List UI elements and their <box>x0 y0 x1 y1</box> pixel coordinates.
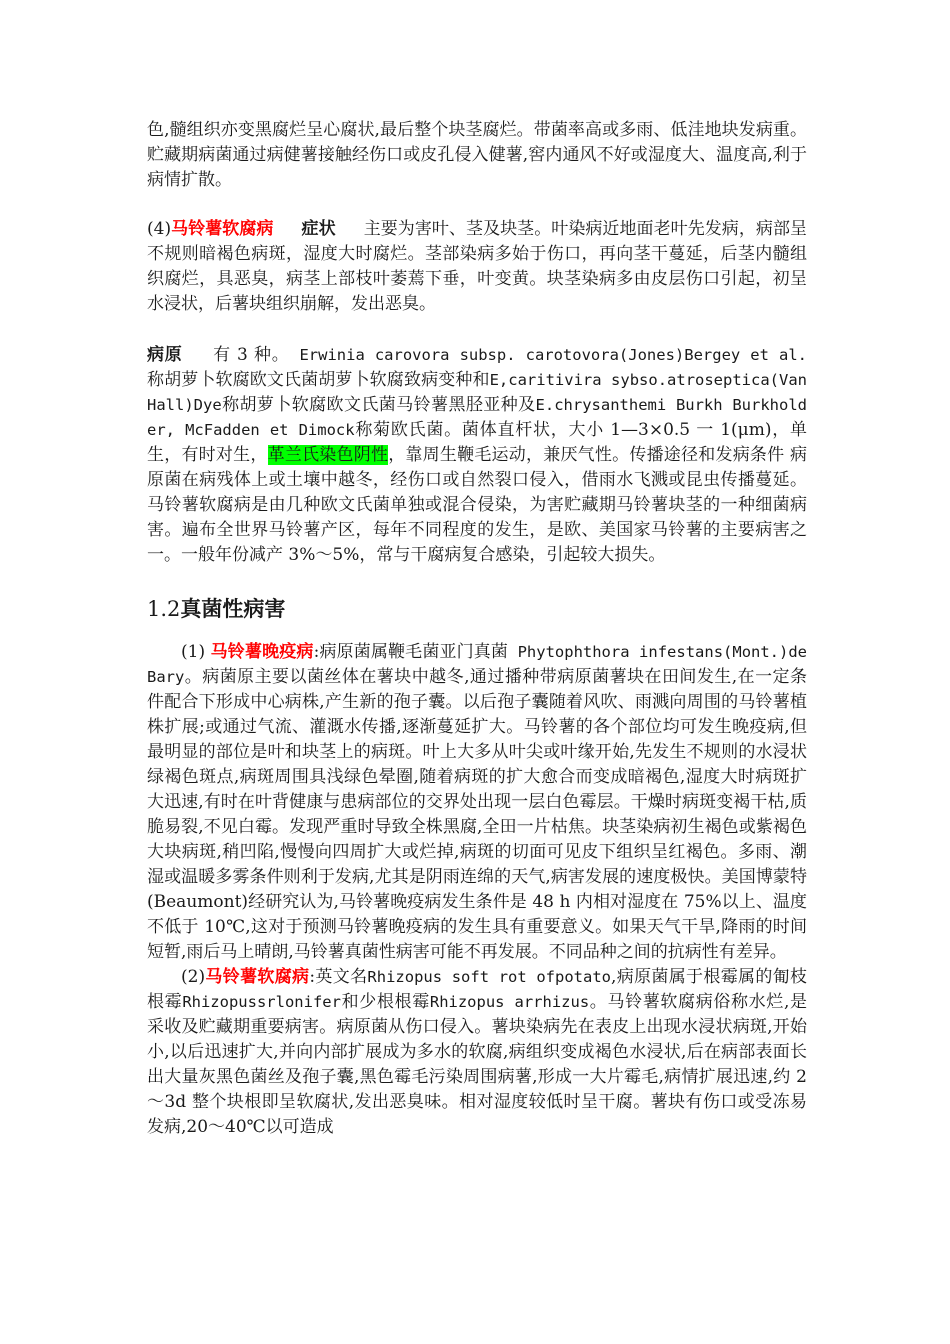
pathogen-latin-c: E.chrysanthemi Burkh Burkholder, McFadden et Dimock <box>147 396 807 439</box>
disease-name-late-blight: 马铃薯晚疫病 <box>210 642 314 662</box>
rhizopus-latin-c: Rhizopus arrhizus <box>429 993 590 1011</box>
paragraph-rhizopus-soft-rot <box>147 965 807 1140</box>
rhizopus-text-a: :英文名 <box>309 967 368 987</box>
paragraph-soft-rot-symptoms <box>147 217 807 317</box>
pathogen-latin-b: E,caritivira sybso.atroseptica(Van Hall)Dye <box>147 371 808 414</box>
disease-name-soft-rot: 马铃薯软腐病 <box>171 219 274 239</box>
label-pathogen: 病原 <box>147 345 183 365</box>
rhizopus-latin-b: Rhizopussrlonifer <box>182 993 341 1011</box>
disease-name-rhizopus-soft-rot: 马铃薯软腐病 <box>205 967 310 987</box>
late-blight-latin: Phytophthora infestans(Mont.)de Bary <box>147 643 808 686</box>
pathogen-text-a: 有 3 种。 <box>212 345 290 365</box>
highlight-gram-negative: 革兰氏染色阴性 <box>267 445 389 465</box>
late-blight-text-a: :病原菌属鞭毛菌亚门真菌 <box>313 642 509 662</box>
section-heading <box>147 594 807 624</box>
section-number: 1.2 <box>147 597 181 621</box>
item-number: (1) <box>181 642 206 662</box>
pathogen-text-b: 称胡萝卜软腐欧文氏菌胡萝卜软腐致病变种和 <box>147 370 490 390</box>
section-title: 真菌性病害 <box>180 597 286 621</box>
label-symptoms: 症状 <box>301 219 336 239</box>
paragraph-late-blight <box>147 640 807 965</box>
paragraph-pathogen <box>147 343 807 568</box>
rhizopus-text-c: 和少根根霉 <box>340 992 430 1012</box>
pathogen-text-c: 称胡萝卜软腐欧文氏菌马铃薯黑胫亚种及 <box>221 395 536 415</box>
rhizopus-text-d: 。马铃薯软腐病俗称水烂,是采收及贮藏期重要病害。病原菌从伤口侵入。薯块染病先在表皮上出现水浸状病斑,开始小,以后迅速扩大,并向内部扩展成为多水的软腐,病组织变成褐色水浸状,后在病部表面长出大量灰黑色菌丝及孢子囊,黑色霉毛污染周围病薯,形成一大片霉毛,病情扩展迅速,约 2～3d 整个块根即呈软腐状,发出恶臭味。相对湿度较低时呈干腐。薯块有伤口或受冻易发病,20～40℃以可造成 <box>147 992 808 1137</box>
paragraph-continuation: 色,髓组织亦变黑腐烂呈心腐状,最后整个块茎腐烂。带菌率高或多雨、低洼地块发病重。贮藏期病菌通过病健薯接触经伤口或皮孔侵入健薯,窖内通风不好或湿度大、温度高,利于病情扩散。 <box>147 120 807 190</box>
late-blight-text-b: 。病菌原主要以菌丝体在薯块中越冬,通过播种带病原菌薯块在田间发生,在一定条件配合下形成中心病株,产生新的孢子囊。以后孢子囊随着风吹、雨溅向周围的马铃薯植株扩展;或通过气流、灌溉水传播,逐渐蔓延扩大。马铃薯的各个部位均可发生晚疫病,但最明显的部位是叶和块茎上的病斑。叶上大多从叶尖或叶缘开始,先发生不规则的水浸状绿褐色斑点,病斑周围具浅绿色晕圈,随着病斑的扩大愈合而变成暗褐色,湿度大时病斑扩大迅速,有时在叶背健康与患病部位的交界处出现一层白色霉层。干燥时病斑变褐干枯,质脆易裂,不见白霉。发现严重时导致全株黑腐,全田一片枯焦。块茎染病初生褐色或紫褐色大块病斑,稍凹陷,慢慢向四周扩大或烂掉,病斑的切面可见皮下组织呈红褐色。多雨、潮湿或温暖多雾条件则利于发病,尤其是阴雨连绵的天气,病害发展的速度极快。美国博蒙特(Beaumont)经研究认为,马铃薯晚疫病发生条件是 48 h 内相对湿度在 75%以上、温度不低于 10℃,这对于预测马铃薯晚疫病的发生具有重要意义。如果天气干旱,降雨的时间短暂,雨后马上晴朗,马铃薯真菌性病害可能不再发展。不同品种之间的抗病性有差异。 <box>147 667 807 962</box>
pathogen-latin-a: Erwinia carovora subsp. carotovora(Jones)Bergey et al. <box>289 346 808 364</box>
pathogen-text-e: ，靠周生鞭毛运动，兼厌气性。传播途径和发病条件 病原菌在病残体上或土壤中越冬，经伤口或自然裂口侵入，借雨水飞溅或昆虫传播蔓延。马铃薯软腐病是由几种欧文氏菌单独或混合侵染，为害贮藏期马铃薯块茎的一种细菌病害。遍布全世界马铃薯产区，每年不同程度的发生，是欧、美国家马铃薯的主要病害之一。一般年份减产 3%～5%，常与干腐病复合感染，引起较大损失。 <box>147 445 808 565</box>
pathogen-text-d: 称菊欧氏菌。菌体直杆状，大小 1—3×0.5 一 1(μm)，单生，有时对生， <box>147 420 807 465</box>
rhizopus-latin-a: Rhizopus soft rot ofpotato <box>367 968 612 986</box>
item-number: (4) <box>147 219 172 239</box>
rhizopus-text-b: ,病原菌属于根霉属的匍枝根霉 <box>147 967 807 1012</box>
symptoms-text: 主要为害叶、茎及块茎。叶染病近地面老叶先发病，病部呈不规则暗褐色病斑，湿度大时腐烂。茎部染病多始于伤口，再向茎干蔓延，后茎内髓组织腐烂，具恶臭，病茎上部枝叶萎蔫下垂，叶变黄。块茎染病多由皮层伤口引起，初呈水浸状，后薯块组织崩解，发出恶臭。 <box>147 219 808 314</box>
item-number: (2) <box>181 967 206 987</box>
document-page <box>147 118 807 1140</box>
